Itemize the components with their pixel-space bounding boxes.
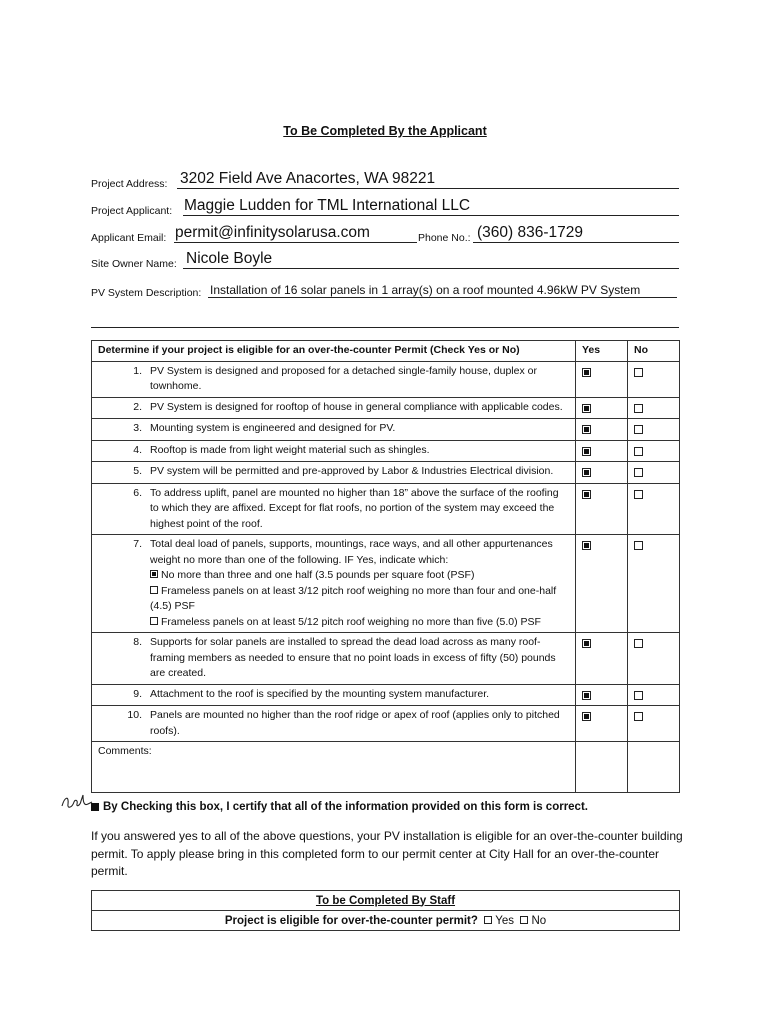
item-number: 3. <box>133 422 142 434</box>
item-text: PV system will be permitted and pre-approved by Labor & Industries Electrical division. <box>150 465 554 477</box>
form-heading: To Be Completed By the Applicant <box>283 124 487 138</box>
item-number: 1. <box>133 364 142 377</box>
checklist-header: Determine if your project is eligible for an over-the-counter Permit (Check Yes or No) <box>92 341 576 362</box>
phone-value[interactable]: (360) 836-1729 <box>477 224 583 241</box>
project-address-label: Project Address: <box>91 178 168 190</box>
item-text: Total deal load of panels, supports, mountings, race ways, and all other appurtenances weight no more than one of the following. IF Yes, indicate which: <box>150 538 553 566</box>
weight-option-1[interactable] <box>150 569 474 581</box>
pv-description-label: PV System Description: <box>91 287 202 299</box>
project-applicant-label: Project Applicant: <box>91 205 173 217</box>
checklist-row <box>92 684 680 706</box>
site-owner-value[interactable]: Nicole Boyle <box>186 250 273 267</box>
yes-checkbox[interactable] <box>582 712 591 721</box>
instructions-paragraph: If you answered yes to all of the above questions, your PV installation is eligible for an over-the-counter building permit. To apply please bring in this completed form to our permit center at City Hall for an over-the-counter permit. <box>91 829 683 878</box>
certify-text: By Checking this box, I certify that all of the information provided on this form is correct. <box>103 801 588 813</box>
no-checkbox[interactable] <box>634 490 643 499</box>
checklist-row <box>92 440 680 462</box>
checklist-row <box>92 361 680 397</box>
comments-label: Comments: <box>98 745 152 757</box>
item-number: 4. <box>133 443 142 456</box>
item-number: 10. <box>127 709 142 721</box>
item-number: 8. <box>133 636 142 648</box>
project-applicant-line <box>183 215 679 216</box>
staff-section <box>91 890 680 931</box>
option-checkbox[interactable] <box>150 586 158 594</box>
applicant-email-value[interactable]: permit@infinitysolarusa.com <box>175 224 370 241</box>
weight-option-3[interactable] <box>150 616 541 628</box>
item-text: PV System is designed and proposed for a detached single-family house, duplex or townhome. <box>150 364 537 392</box>
staff-no-label: No <box>531 914 547 927</box>
item-text: To address uplift, panel are mounted no higher than 18” above the surface of the roofing to which they are affixed. Except for flat roofs, no portion of the system may exceed the highest point of the roof. <box>150 486 559 530</box>
no-checkbox[interactable] <box>634 404 643 413</box>
checklist-row <box>92 462 680 484</box>
no-checkbox[interactable] <box>634 447 643 456</box>
phone-label: Phone No.: <box>418 232 471 244</box>
weight-option-2[interactable] <box>150 585 556 613</box>
item-number: 5. <box>133 465 142 477</box>
option-checkbox[interactable] <box>150 570 158 578</box>
yes-checkbox[interactable] <box>582 639 591 648</box>
option-text: Frameless panels on at least 5/12 pitch roof weighing no more than five (5.0) PSF <box>161 615 541 628</box>
comments-row <box>92 742 680 793</box>
site-owner-label: Site Owner Name: <box>91 258 177 270</box>
item-number: 2. <box>133 400 142 413</box>
phone-line <box>473 242 679 243</box>
yes-checkbox[interactable] <box>582 468 591 477</box>
staff-title: To be Completed By Staff <box>315 894 456 907</box>
checklist-row <box>92 535 680 633</box>
yes-checkbox[interactable] <box>582 368 591 377</box>
no-column-header: No <box>634 344 648 356</box>
applicant-email-line <box>174 242 417 243</box>
site-owner-line <box>183 268 679 269</box>
pv-description-field[interactable] <box>91 279 679 301</box>
item-text: Attachment to the roof is specified by the mounting system manufacturer. <box>150 687 490 700</box>
item-number: 9. <box>133 687 142 700</box>
checklist-row <box>92 397 680 419</box>
item-text: Panels are mounted no higher than the roof ridge or apex of roof (applies only to pitched roofs). <box>150 709 560 737</box>
applicant-email-label: Applicant Email: <box>91 232 167 244</box>
checklist-row <box>92 419 680 441</box>
staff-no-checkbox[interactable] <box>520 916 528 924</box>
comments-field[interactable] <box>92 742 576 793</box>
item-text: PV System is designed for rooftop of house in general compliance with applicable codes. <box>150 400 563 413</box>
item-text: Supports for solar panels are installed to spread the dead load across as many roof-framing members as needed to ensure that no point loads in excess of fifty (50) pounds are created. <box>150 636 556 679</box>
option-text: Frameless panels on at least 3/12 pitch roof weighing no more than four and one-half (4.5) PSF <box>150 584 557 612</box>
checklist-row <box>92 706 680 742</box>
no-checkbox[interactable] <box>634 712 643 721</box>
item-number: 6. <box>133 486 142 499</box>
no-checkbox[interactable] <box>634 541 643 550</box>
checklist-row <box>92 633 680 685</box>
item-number: 7. <box>133 538 142 550</box>
staff-question: Project is eligible for over-the-counter permit? <box>224 914 478 927</box>
project-address-field[interactable] <box>91 170 679 192</box>
description-continuation-line <box>91 327 679 328</box>
project-address-value[interactable]: 3202 Field Ave Anacortes, WA 98221 <box>180 170 436 187</box>
certify-statement[interactable] <box>91 801 588 813</box>
project-applicant-value[interactable]: Maggie Ludden for TML International LLC <box>184 197 471 214</box>
yes-checkbox[interactable] <box>582 447 591 456</box>
pv-description-line <box>208 297 677 298</box>
certify-checkbox[interactable] <box>91 803 99 811</box>
pv-description-value[interactable]: Installation of 16 solar panels in 1 array(s) on a roof mounted 4.96kW PV System <box>210 283 641 297</box>
no-checkbox[interactable] <box>634 691 643 700</box>
item-text: Mounting system is engineered and designed for PV. <box>150 422 396 434</box>
project-address-line <box>177 188 679 189</box>
no-checkbox[interactable] <box>634 468 643 477</box>
yes-checkbox[interactable] <box>582 541 591 550</box>
applicant-email-field[interactable] <box>91 224 679 246</box>
yes-column-header: Yes <box>582 344 601 356</box>
signature-initials-icon <box>60 792 94 812</box>
project-applicant-field[interactable] <box>91 197 679 219</box>
checklist-row <box>92 483 680 535</box>
eligibility-checklist <box>91 340 680 793</box>
staff-yes-label: Yes <box>495 914 515 927</box>
no-checkbox[interactable] <box>634 368 643 377</box>
option-checkbox[interactable] <box>150 617 158 625</box>
item-text: Rooftop is made from light weight material such as shingles. <box>150 443 430 456</box>
yes-checkbox[interactable] <box>582 691 591 700</box>
no-checkbox[interactable] <box>634 639 643 648</box>
yes-checkbox[interactable] <box>582 490 591 499</box>
yes-checkbox[interactable] <box>582 425 591 434</box>
staff-yes-checkbox[interactable] <box>484 916 492 924</box>
yes-checkbox[interactable] <box>582 404 591 413</box>
option-text: No more than three and one half (3.5 pounds per square foot (PSF) <box>161 569 475 581</box>
site-owner-field[interactable] <box>91 250 679 272</box>
no-checkbox[interactable] <box>634 425 643 434</box>
